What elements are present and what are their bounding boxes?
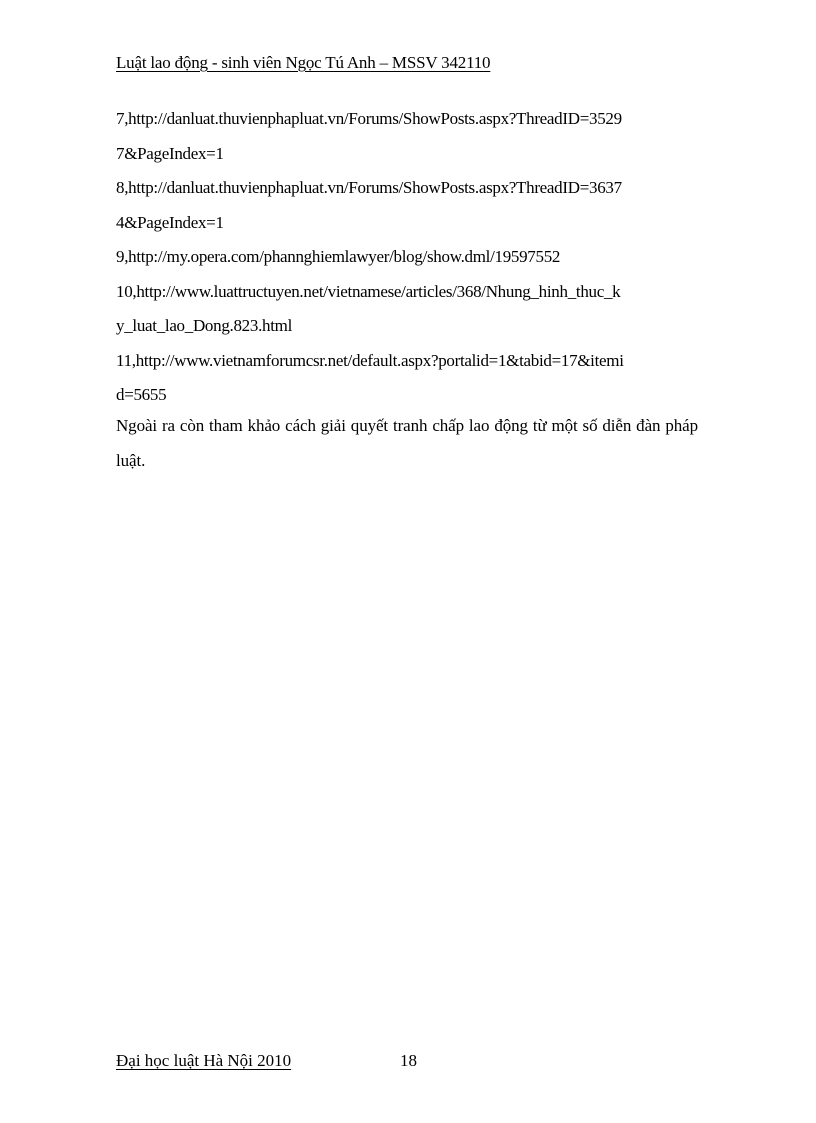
reference-line: d=5655 bbox=[116, 385, 167, 404]
reference-line: 7,http://danluat.thuvienphapluat.vn/Forums/ShowPosts.aspx?ThreadID=3529 bbox=[116, 109, 622, 128]
page-number: 18 bbox=[400, 1051, 417, 1070]
closing-paragraph: Ngoài ra còn tham khảo cách giải quyết tranh chấp lao động từ một số diễn đàn pháp luật. bbox=[116, 416, 698, 470]
reference-line: y_luat_lao_Dong.823.html bbox=[116, 316, 293, 335]
reference-line: 8,http://danluat.thuvienphapluat.vn/Forums/ShowPosts.aspx?ThreadID=3637 bbox=[116, 178, 622, 197]
reference-line: 4&PageIndex=1 bbox=[116, 212, 224, 232]
reference-line: 9,http://my.opera.com/phannghiemlawyer/blog/show.dml/19597552 bbox=[116, 247, 561, 266]
reference-line: 11,http://www.vietnamforumcsr.net/default.aspx?portalid=1&tabid=17&itemi bbox=[116, 350, 624, 370]
page-footer: Đại học luật Hà Nội 2010 bbox=[116, 1051, 292, 1070]
page-header: Luật lao động - sinh viên Ngọc Tú Anh – MSSV 342110 bbox=[116, 53, 491, 72]
reference-line: 7&PageIndex=1 bbox=[116, 143, 224, 163]
reference-list bbox=[116, 102, 698, 413]
reference-line: 10,http://www.luattructuyen.net/vietnamese/articles/368/Nhung_hinh_thuc_k bbox=[116, 281, 621, 301]
